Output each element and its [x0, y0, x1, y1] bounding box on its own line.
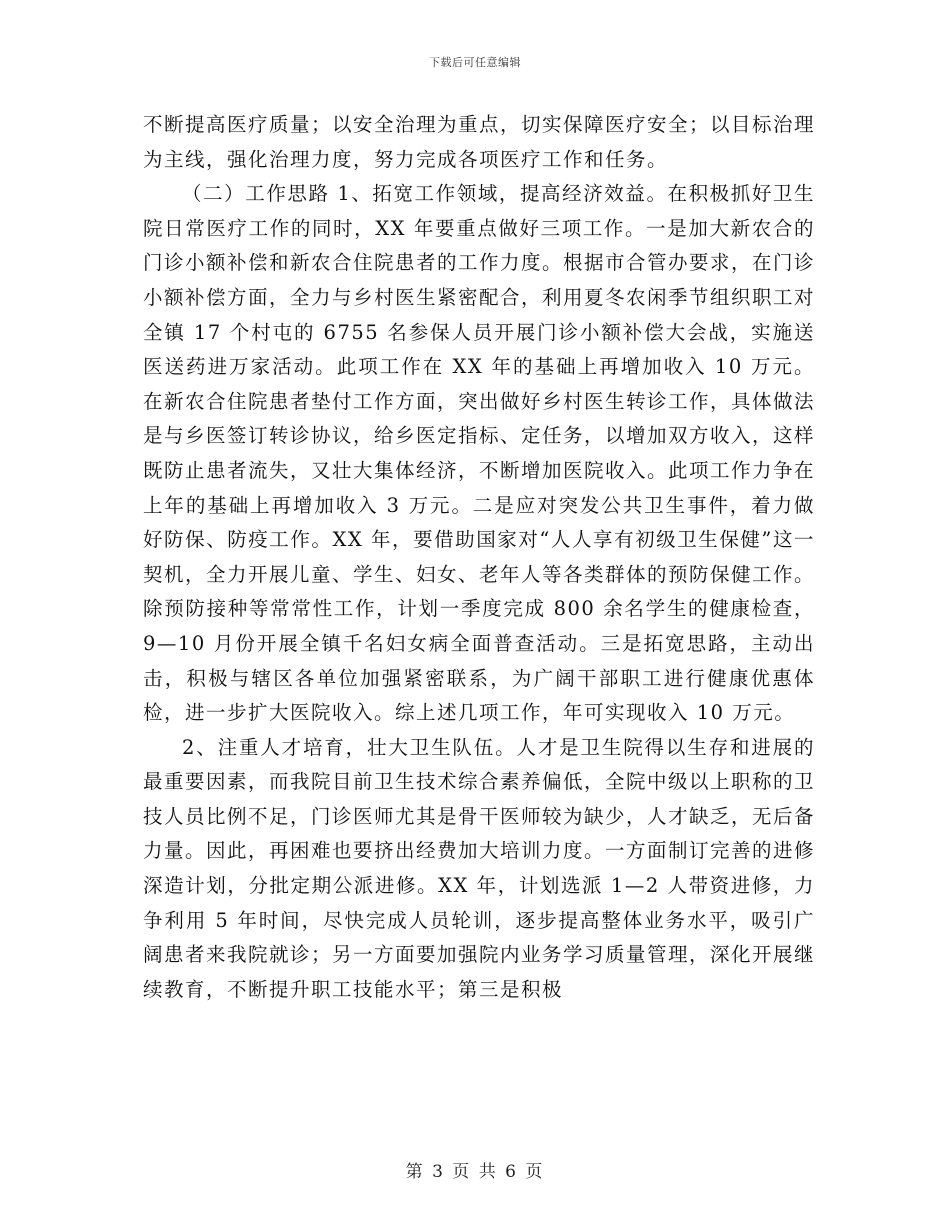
- paragraph-work-approach: （二）工作思路 1、拓宽工作领域，提高经济效益。在积极抓好卫生院日常医疗工作的同时，XX 年要重点做好三项工作。一是加大新农合的门诊小额补偿和新农合住院患者的工作力度。根据市合管办要求，在门诊小额补偿方面，全力与乡村医生紧密配合，利用夏冬农闲季节组织职工对全镇 17 个村屯的 6755 名参保人员开展门诊小额补偿大会战，实施送医送药进万家活动。此项工作在 XX 年的基础上再增加收入 10 万元。在新农合住院患者垫付工作方面，突出做好乡村医生转诊工作，具体做法是与乡医签订转诊协议，给乡医定指标、定任务，以增加双方收入，这样既防止患者流失，又壮大集体经济，不断增加医院收入。此项工作力争在上年的基础上再增加收入 3 万元。二是应对突发公共卫生事件，着力做好防保、防疫工作。XX 年，要借助国家对“人人享有初级卫生保健”这一契机，全力开展儿童、学生、妇女、老年人等各类群体的预防保健工作。除预防接种等常常性工作，计划一季度完成 800 余名学生的健康检查，9—10 月份开展全镇千名妇女病全面普查活动。三是拓宽思路，主动出击，积极与辖区各单位加强紧密联系，为广阔干部职工进行健康优惠体检，进一步扩大医院收入。综上述几项工作，年可实现收入 10 万元。: [143, 182, 816, 725]
- page-number: 第 3 页 共 6 页: [405, 1162, 545, 1182]
- document-body: [143, 108, 815, 1007]
- paragraph-continuation: 不断提高医疗质量；以安全治理为重点，切实保障医疗安全；以目标治理为主线，强化治理力度，努力完成各项医疗工作和任务。: [143, 113, 816, 171]
- page-header: 下载后可任意编辑: [429, 56, 521, 69]
- paragraph-talent-training: 2、注重人才培育，壮大卫生队伍。人才是卫生院得以生存和进展的最重要因素，而我院目前卫生技术综合素养偏低，全院中级以上职称的卫技人员比例不足，门诊医师尤其是骨干医师较为缺少，人才缺乏，无后备力量。因此，再困难也要挤出经费加大培训力度。一方面制订完善的进修深造计划，分批定期公派进修。XX 年，计划选派 1—2 人带资进修，力争利用 5 年时间，尽快完成人员轮训，逐步提高整体业务水平，吸引广阔患者来我院就诊；另一方面要加强院内业务学习质量管理，深化开展继续教育，不断提升职工技能水平；第三是积极: [143, 735, 816, 1001]
